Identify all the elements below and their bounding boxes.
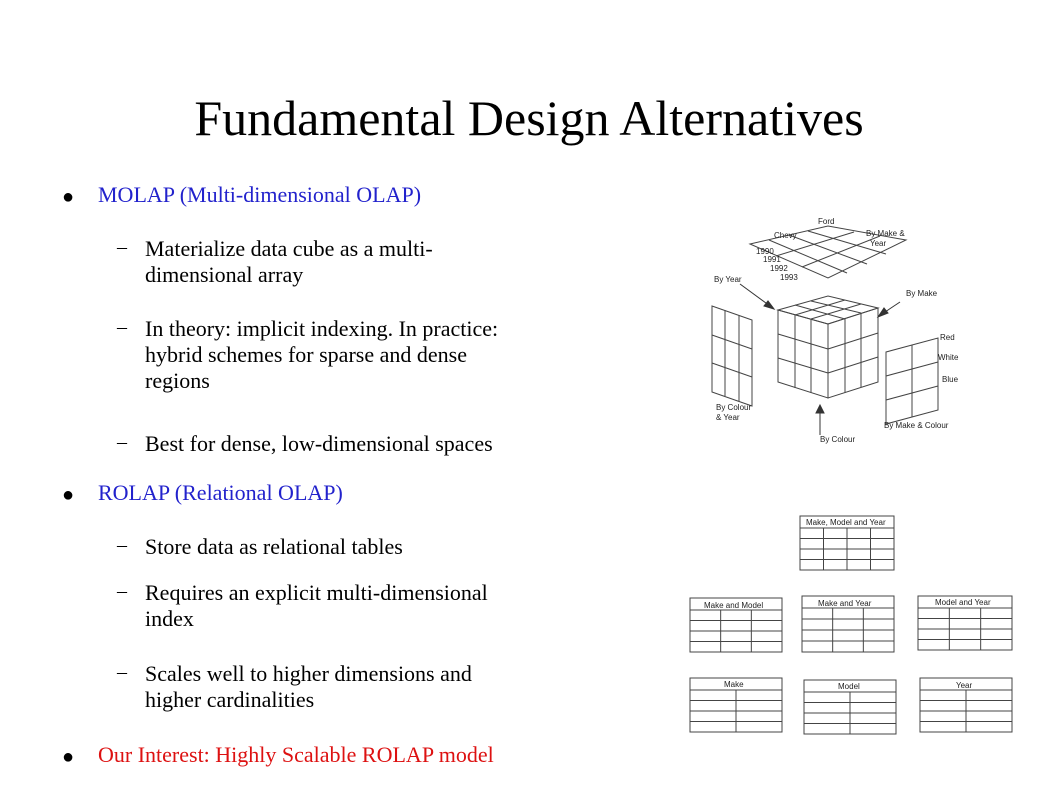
rolap-point-3: Scales well to higher dimensions and higher cardinalities	[145, 661, 472, 712]
table-lattice-diagram	[688, 514, 1018, 736]
bullet-marker: ●	[62, 746, 75, 768]
table-title: Year	[956, 681, 973, 690]
rolap-point-1: Store data as relational tables	[145, 534, 403, 559]
table-title: Make and Year	[818, 599, 872, 608]
rolap-point-2: Requires an explicit multi-dimensional index	[145, 580, 488, 631]
label-year: 1993	[780, 273, 798, 282]
dash-marker: –	[117, 316, 127, 338]
label-year: 1992	[770, 264, 788, 273]
bullet-marker: ●	[62, 186, 75, 208]
svg-text:Year: Year	[870, 239, 887, 248]
rolap-heading: ROLAP (Relational OLAP)	[98, 480, 343, 505]
molap-heading: MOLAP (Multi-dimensional OLAP)	[98, 182, 422, 207]
table-title: Make, Model and Year	[806, 518, 886, 527]
table-title: Make	[724, 680, 744, 689]
dash-marker: –	[117, 236, 127, 258]
interest-heading: Our Interest: Highly Scalable ROLAP model	[98, 742, 494, 767]
bullet-marker: ●	[62, 484, 75, 506]
table-title: Make and Model	[704, 601, 764, 610]
dash-marker: –	[117, 580, 127, 602]
data-cube-diagram	[700, 210, 990, 450]
table-title: Model	[838, 682, 860, 691]
dash-marker: –	[117, 661, 127, 683]
label-year: 1990	[756, 247, 774, 256]
molap-point-3: Best for dense, low-dimensional spaces	[145, 431, 493, 456]
label-by-make: By Make	[906, 289, 938, 298]
dash-marker: –	[117, 534, 127, 556]
molap-point-1: Materialize data cube as a multi- dimensional array	[145, 236, 433, 287]
label-chevy: Chevy	[774, 231, 797, 240]
label-by-make-colour: By Make & Colour	[884, 421, 949, 430]
svg-text:& Year: & Year	[716, 413, 740, 422]
table-title: Model and Year	[935, 598, 991, 607]
dash-marker: –	[117, 431, 127, 453]
label-by-make-year: By Make &	[866, 229, 905, 238]
label-color: Blue	[942, 375, 959, 384]
label-color: Red	[940, 333, 955, 342]
label-color: White	[938, 353, 959, 362]
page-title: Fundamental Design Alternatives	[194, 90, 864, 146]
label-by-colour: By Colour	[820, 435, 856, 444]
label-by-year: By Year	[714, 275, 742, 284]
molap-point-2: In theory: implicit indexing. In practice: hybrid schemes for sparse and dense regions	[145, 316, 499, 393]
label-year: 1991	[763, 255, 781, 264]
label-by-colour-year: By Colour	[716, 403, 752, 412]
label-ford: Ford	[818, 217, 835, 226]
